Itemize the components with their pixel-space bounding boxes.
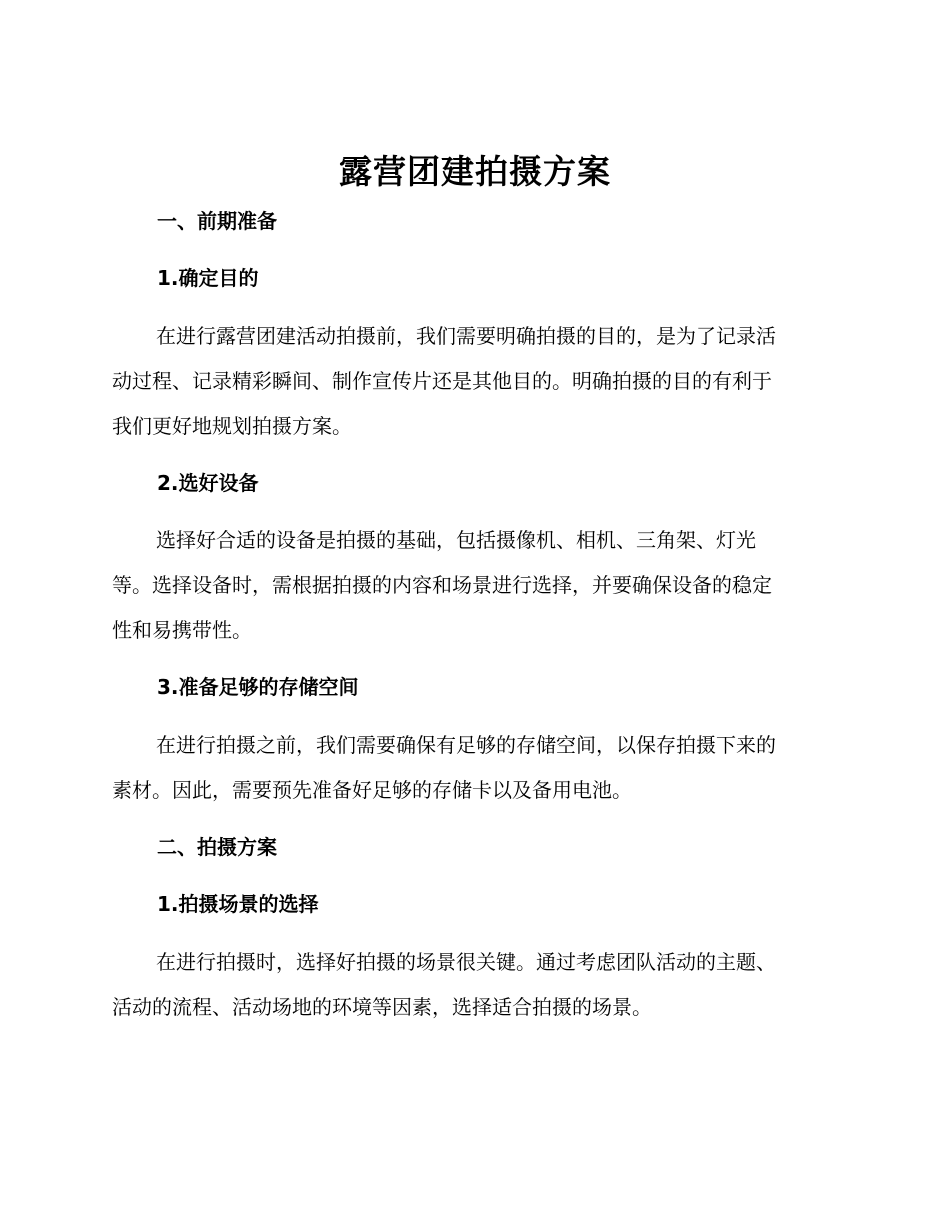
paragraph-line: 我们更好地规划拍摄方案。 [112,414,352,438]
paragraph-2-1 [112,940,832,1030]
paragraph-line: 在进行拍摄时，选择好拍摄的场景很关键。通过考虑团队活动的主题、 [156,950,776,974]
subheading-1-3: 3.准备足够的存储空间 [157,675,359,699]
paragraph-line: 等。选择设备时，需根据拍摄的内容和场景进行选择，并要确保设备的稳定 [112,573,772,597]
paragraph-line: 在进行露营团建活动拍摄前，我们需要明确拍摄的目的，是为了记录活 [156,324,776,348]
paragraph-line: 素材。因此，需要预先准备好足够的存储卡以及备用电池。 [112,778,632,802]
paragraph-line: 性和易携带性。 [112,618,252,642]
paragraph-line: 活动的流程、活动场地的环境等因素，选择适合拍摄的场景。 [112,995,652,1019]
subheading-1-2: 2.选好设备 [157,471,259,495]
section-heading-1: 一、前期准备 [157,209,277,233]
paragraph-line: 选择好合适的设备是拍摄的基础，包括摄像机、相机、三角架、灯光 [156,528,756,552]
document-title: 露营团建拍摄方案 [339,152,611,191]
paragraph-1-3 [112,723,832,813]
subheading-2-1: 1.拍摄场景的选择 [157,892,319,916]
paragraph-line: 动过程、记录精彩瞬间、制作宣传片还是其他目的。明确拍摄的目的有利于 [112,369,772,393]
paragraph-1-1 [112,314,832,449]
section-heading-2: 二、拍摄方案 [157,835,277,859]
subheading-1-1: 1.确定目的 [157,266,259,290]
paragraph-line: 在进行拍摄之前，我们需要确保有足够的存储空间，以保存拍摄下来的 [156,733,776,757]
paragraph-1-2 [112,518,832,653]
